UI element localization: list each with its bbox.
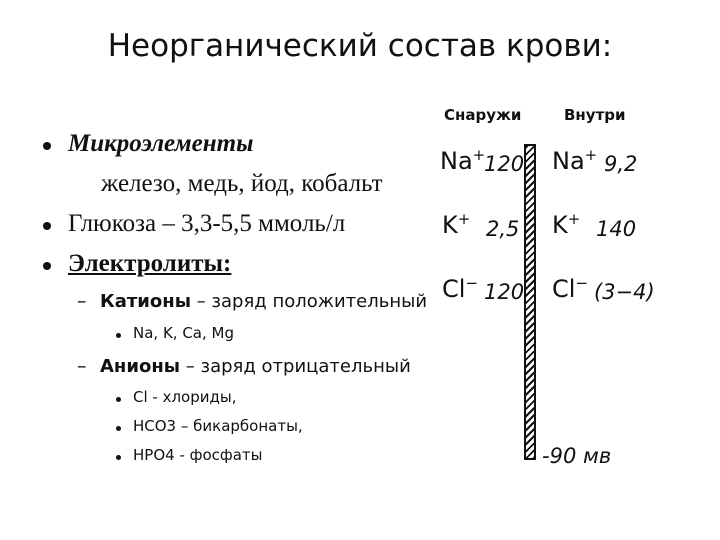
ion-symbol: K xyxy=(552,211,568,239)
microelements-label: Микроэлементы xyxy=(68,130,254,157)
anion-bicarbonate: HCO3 – бикарбонаты, xyxy=(133,417,303,435)
membrane-potential: -90 мв xyxy=(542,444,612,468)
anion-phosphate: HPO4 - фосфаты xyxy=(133,446,263,464)
bullet-marker xyxy=(116,455,121,460)
electrolytes-label: Электролиты: xyxy=(68,250,232,277)
ion-inside-k xyxy=(552,210,580,239)
bullet-marker xyxy=(116,333,121,338)
slide-title: Неорганический состав крови: xyxy=(107,28,613,64)
ion-charge: + xyxy=(567,210,581,228)
cations-desc: – заряд положительный xyxy=(190,291,428,312)
dash-marker: – xyxy=(77,290,87,312)
bullet-marker xyxy=(43,142,51,150)
ion-charge: + xyxy=(584,146,598,164)
value-outside-k: 2,5 xyxy=(486,217,520,241)
ion-outside-na xyxy=(440,146,485,175)
ion-symbol: K xyxy=(442,211,458,239)
ion-symbol: Cl xyxy=(442,275,466,303)
bullet-marker xyxy=(43,222,51,230)
header-inside: Внутри xyxy=(564,106,626,124)
anion-chloride: Cl - хлориды, xyxy=(133,388,237,406)
microelements-list: железо, медь, йод, кобальт xyxy=(101,170,383,197)
dash-marker: – xyxy=(77,355,87,377)
value-outside-cl: 120 xyxy=(484,280,525,304)
membrane-ion-diagram xyxy=(436,96,720,476)
cell-membrane xyxy=(524,144,536,460)
bullet-marker xyxy=(116,397,121,402)
ion-inside-na xyxy=(552,146,597,175)
ion-charge: + xyxy=(472,146,486,164)
cations-item xyxy=(100,291,427,312)
value-inside-cl: (3−4) xyxy=(594,280,655,304)
ion-outside-cl xyxy=(442,274,478,303)
cations-label: Катионы xyxy=(100,291,191,312)
glucose-item: Глюкоза – 3,3-5,5 ммоль/л xyxy=(68,210,346,237)
value-outside-na: 120 xyxy=(484,152,525,176)
anions-item xyxy=(100,356,411,377)
value-inside-k: 140 xyxy=(596,217,637,241)
value-inside-na: 9,2 xyxy=(604,152,638,176)
anions-desc: – заряд отрицательный xyxy=(180,356,411,377)
ion-charge: + xyxy=(457,210,471,228)
ion-symbol: Cl xyxy=(552,275,576,303)
ion-charge: − xyxy=(465,274,479,292)
cations-list: Na, K, Ca, Mg xyxy=(133,324,234,342)
ion-outside-k xyxy=(442,210,470,239)
header-outside: Снаружи xyxy=(444,106,522,124)
ion-inside-cl xyxy=(552,274,588,303)
ion-symbol: Na xyxy=(552,147,585,175)
ion-charge: − xyxy=(575,274,589,292)
anions-label: Анионы xyxy=(100,356,181,377)
bullet-marker xyxy=(116,426,121,431)
ion-symbol: Na xyxy=(440,147,473,175)
bullet-marker xyxy=(43,262,51,270)
